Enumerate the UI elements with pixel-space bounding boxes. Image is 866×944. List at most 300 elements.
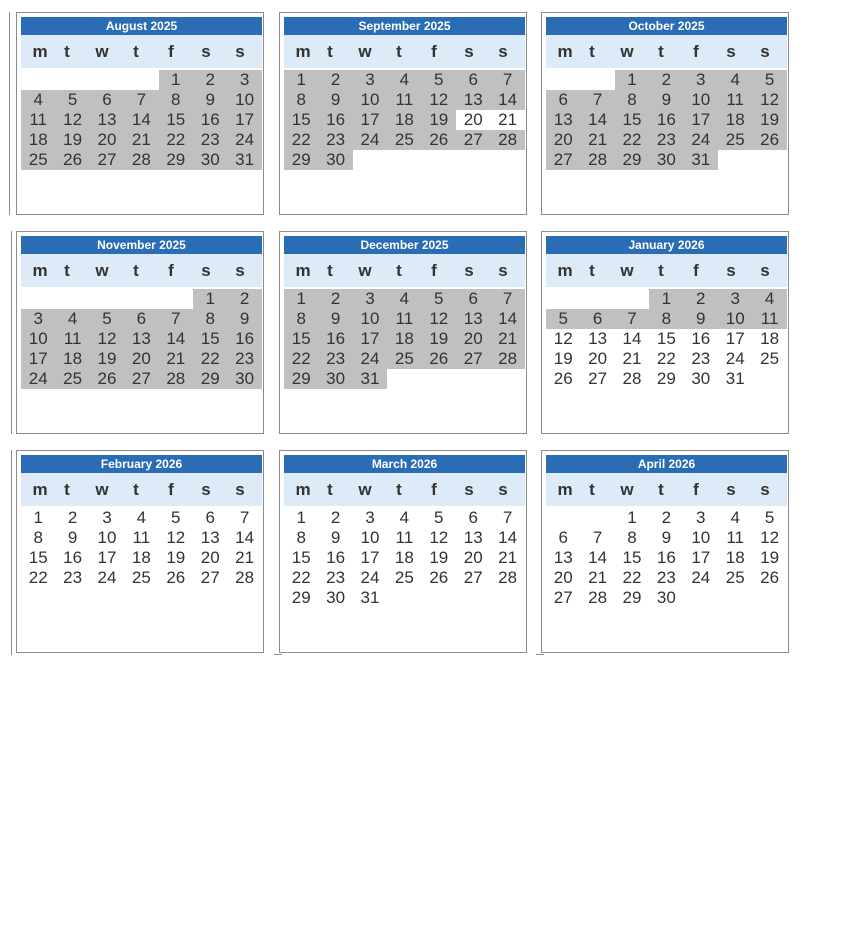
day-cell[interactable]: 19 [553,349,573,368]
day-cell[interactable]: 28 [580,150,614,170]
day-cell[interactable]: 19 [429,548,449,567]
day-cell[interactable]: 9 [649,90,683,110]
day-cell[interactable]: 30 [318,369,352,389]
day-cell[interactable]: 22 [284,349,318,369]
day-cell[interactable]: 29 [656,369,676,388]
day-cell[interactable]: 15 [284,110,318,130]
day-cell[interactable]: 7 [615,309,649,329]
day-cell[interactable]: 21 [124,130,158,150]
day-cell[interactable]: 14 [622,329,642,348]
day-cell[interactable]: 20 [124,349,158,369]
day-cell[interactable]: 6 [90,90,124,110]
day-cell[interactable]: 12 [55,110,89,130]
day-cell[interactable]: 13 [124,329,158,349]
day-cell[interactable]: 2 [649,70,683,90]
month-title: November 2025 [21,236,262,254]
day-cell[interactable]: 9 [684,309,718,329]
day-cell[interactable]: 11 [718,90,752,110]
day-cell[interactable]: 11 [55,329,89,349]
day-cell[interactable]: 5 [171,508,181,527]
day-cell[interactable]: 2 [227,289,261,309]
day-cell[interactable]: 24 [353,130,387,150]
day-cell[interactable]: 12 [553,329,573,348]
day-cell[interactable]: 1 [296,508,306,527]
day-cell[interactable]: 18 [21,130,55,150]
day-cell[interactable]: 17 [227,110,261,130]
day-cell[interactable]: 11 [395,528,414,547]
day-cell[interactable]: 21 [490,329,524,349]
day-cell[interactable]: 9 [227,309,261,329]
day-cell[interactable]: 7 [592,528,603,547]
day-cell[interactable]: 30 [227,369,261,389]
day-cell[interactable]: 26 [760,568,780,587]
month-title: April 2026 [546,455,787,473]
day-cell[interactable]: 26 [553,369,573,388]
day-cell[interactable]: 26 [422,130,456,150]
day-cell[interactable]: 27 [124,369,158,389]
day-cell[interactable]: 11 [387,90,421,110]
day-cell[interactable]: 27 [463,568,483,587]
day-cell[interactable]: 31 [684,150,718,170]
weekday-header: s [760,42,770,61]
day-cell[interactable]: 4 [387,70,421,90]
day-cell[interactable]: 29 [291,588,311,607]
day-cell[interactable]: 10 [97,528,117,547]
day-cell[interactable]: 16 [691,329,711,348]
day-cell[interactable]: 21 [588,568,608,587]
day-cell[interactable]: 13 [546,110,580,130]
day-cell[interactable]: 3 [684,70,718,90]
day-cell[interactable]: 9 [193,90,227,110]
day-cell[interactable]: 9 [318,90,352,110]
day-cell[interactable]: 25 [131,568,151,587]
day-cell[interactable]: 4 [387,289,421,309]
day-cell[interactable]: 18 [725,548,745,567]
day-cell[interactable]: 20 [463,548,483,567]
day-cell[interactable]: 5 [764,508,775,527]
weekday-header: t [396,480,402,499]
day-cell[interactable]: 13 [456,309,490,329]
day-cell[interactable]: 8 [33,528,43,547]
day-cell[interactable]: 18 [387,329,421,349]
day-cell[interactable]: 23 [326,568,346,587]
day-cell[interactable]: 8 [284,309,318,329]
day-cell[interactable]: 22 [622,568,642,587]
day-cell[interactable]: 17 [725,329,745,348]
day-cell[interactable]: 25 [55,369,89,389]
day-cell[interactable]: 30 [326,588,346,607]
day-cell[interactable]: 1 [649,289,683,309]
day-cell[interactable]: 19 [55,130,89,150]
day-cell[interactable]: 19 [752,110,786,130]
day-cell[interactable]: 24 [97,568,117,587]
day-cell[interactable]: 6 [580,309,614,329]
day-cell[interactable]: 10 [227,90,261,110]
day-cell[interactable]: 26 [55,150,89,170]
day-cell[interactable]: 18 [131,548,151,567]
day-cell[interactable]: 24 [21,369,55,389]
day-cell[interactable]: 28 [124,150,158,170]
day-cell[interactable]: 27 [588,369,608,388]
day-cell[interactable]: 15 [159,110,193,130]
day-cell[interactable]: 29 [193,369,227,389]
day-cell[interactable]: 27 [200,568,220,587]
day-cell[interactable]: 14 [124,110,158,130]
day-cell[interactable]: 11 [752,309,786,329]
day-cell[interactable]: 30 [193,150,227,170]
weekday-header: s [726,480,736,499]
day-cell[interactable]: 11 [726,528,745,547]
day-cell[interactable]: 1 [33,508,43,527]
day-cell[interactable]: 3 [21,309,55,329]
day-cell[interactable]: 2 [67,508,78,527]
day-cell[interactable]: 17 [360,548,380,567]
day-cell[interactable]: 30 [318,150,352,170]
weekday-header: s [760,261,770,280]
day-cell[interactable]: 22 [159,130,193,150]
day-cell[interactable]: 23 [318,349,352,369]
day-cell[interactable]: 9 [330,528,341,547]
day-cell[interactable]: 21 [498,548,518,567]
day-cell[interactable]: 22 [615,130,649,150]
day-cell[interactable]: 25 [718,130,752,150]
month-title: September 2025 [284,17,525,35]
day-cell[interactable]: 8 [193,309,227,329]
day-cell[interactable]: 16 [656,548,676,567]
weekday-header: s [464,261,474,280]
day-cell[interactable]: 4 [136,508,147,527]
day-cell[interactable]: 14 [490,309,524,329]
day-cell[interactable]: 14 [588,548,608,567]
day-cell[interactable]: 31 [725,369,745,388]
day-cell[interactable]: 21 [235,548,255,567]
day-cell[interactable]: 21 [498,110,518,129]
day-cell[interactable]: 2 [661,508,672,527]
day-cell[interactable]: 10 [718,309,752,329]
day-cell[interactable]: 17 [684,110,718,130]
day-cell[interactable]: 23 [193,130,227,150]
day-cell[interactable]: 10 [21,329,55,349]
day-cell[interactable]: 8 [284,90,318,110]
day-cell[interactable]: 5 [422,289,456,309]
day-cell[interactable]: 26 [90,369,124,389]
day-cell[interactable]: 30 [691,369,711,388]
day-cell[interactable]: 15 [622,548,642,567]
day-cell[interactable]: 3 [353,70,387,90]
day-cell[interactable]: 16 [227,329,261,349]
day-cell[interactable]: 2 [330,508,341,527]
day-cell[interactable]: 28 [490,130,524,150]
day-cell[interactable]: 6 [456,70,490,90]
day-cell[interactable]: 7 [239,508,250,527]
day-cell[interactable]: 13 [200,528,220,547]
day-cell[interactable]: 1 [193,289,227,309]
day-cell[interactable]: 25 [387,130,421,150]
day-cell[interactable]: 14 [159,329,193,349]
day-cell[interactable]: 10 [353,90,387,110]
day-cell[interactable]: 14 [235,528,255,547]
weekday-header: w [620,42,634,61]
day-cell[interactable]: 7 [502,508,513,527]
day-cell[interactable]: 15 [615,110,649,130]
day-cell[interactable]: 16 [318,110,352,130]
day-cell[interactable]: 28 [490,349,524,369]
day-cell[interactable]: 29 [622,588,642,607]
day-cell[interactable]: 13 [456,90,490,110]
day-cell[interactable]: 10 [360,528,380,547]
weekday-header: s [235,480,245,499]
day-cell[interactable]: 23 [227,349,261,369]
day-cell[interactable]: 28 [159,369,193,389]
weekday-header: t [64,261,70,280]
day-cell[interactable]: 10 [353,309,387,329]
day-cell[interactable]: 12 [752,90,786,110]
day-cell[interactable]: 2 [684,289,718,309]
day-cell[interactable]: 23 [691,349,711,368]
day-cell[interactable]: 22 [28,568,48,587]
day-cell[interactable]: 16 [193,110,227,130]
day-cell[interactable]: 25 [760,349,780,368]
day-cell[interactable]: 8 [649,309,683,329]
day-cell[interactable]: 7 [490,289,524,309]
day-cell[interactable]: 5 [434,508,444,527]
day-cell[interactable]: 11 [132,528,151,547]
day-cell[interactable]: 6 [468,508,478,527]
day-cell[interactable]: 29 [284,369,318,389]
day-cell[interactable]: 26 [166,568,186,587]
day-cell[interactable]: 3 [718,289,752,309]
day-cell[interactable]: 12 [422,309,456,329]
day-cell[interactable]: 1 [615,70,649,90]
day-cell[interactable]: 3 [227,70,261,90]
day-cell[interactable]: 1 [284,70,318,90]
day-cell[interactable]: 23 [63,568,83,587]
day-cell[interactable]: 23 [649,130,683,150]
day-cell[interactable]: 20 [588,349,608,368]
day-cell[interactable]: 6 [546,90,580,110]
day-cell[interactable]: 18 [760,329,780,348]
day-cell[interactable]: 31 [227,150,261,170]
day-cell[interactable]: 19 [422,329,456,349]
day-cell[interactable]: 1 [627,508,637,527]
month-title: December 2025 [284,236,525,254]
day-cell[interactable]: 8 [296,528,306,547]
weekday-header: t [64,480,70,499]
day-cell[interactable]: 3 [353,289,387,309]
day-cell[interactable]: 18 [394,548,414,567]
day-cell[interactable]: 3 [365,508,375,527]
day-cell[interactable]: 17 [97,548,117,567]
day-cell[interactable]: 24 [691,568,711,587]
day-cell[interactable]: 12 [166,528,186,547]
day-cell[interactable]: 20 [553,568,573,587]
weekday-header: t [658,261,664,280]
month-calendar-april-2026 [541,450,789,653]
day-cell[interactable]: 5 [55,90,89,110]
day-cell[interactable]: 19 [422,110,456,130]
day-cell[interactable]: 4 [730,508,740,527]
day-cell[interactable]: 20 [90,130,124,150]
day-cell[interactable]: 9 [67,528,78,547]
day-cell[interactable]: 5 [422,70,456,90]
day-cell[interactable]: 8 [627,528,637,547]
day-cell[interactable]: 8 [159,90,193,110]
day-cell[interactable]: 13 [588,329,608,348]
day-cell[interactable]: 29 [615,150,649,170]
weekday-header: m [557,480,573,499]
day-cell[interactable]: 24 [725,349,745,368]
day-cell[interactable]: 11 [387,309,421,329]
day-cell[interactable]: 6 [456,289,490,309]
day-cell[interactable]: 20 [456,329,490,349]
day-cell[interactable]: 15 [291,548,311,567]
day-cell[interactable]: 17 [21,349,55,369]
day-cell[interactable]: 21 [580,130,614,150]
day-cell[interactable]: 15 [284,329,318,349]
day-cell[interactable]: 17 [353,329,387,349]
day-cell[interactable]: 12 [429,528,449,547]
day-cell[interactable]: 1 [284,289,318,309]
weekday-header: f [693,480,699,499]
day-cell[interactable]: 15 [28,548,48,567]
day-cell[interactable]: 12 [90,329,124,349]
day-cell[interactable]: 24 [227,130,261,150]
weekday-header: t [64,42,70,61]
frame-divider [274,654,282,655]
day-cell[interactable]: 16 [318,329,352,349]
day-cell[interactable]: 5 [752,70,786,90]
day-cell[interactable]: 29 [159,150,193,170]
day-cell[interactable]: 27 [456,349,490,369]
day-cell[interactable]: 12 [760,528,780,547]
day-cell[interactable]: 15 [656,329,676,348]
day-cell[interactable]: 7 [124,90,158,110]
day-cell[interactable]: 30 [656,588,676,607]
day-cell[interactable]: 24 [353,349,387,369]
day-cell[interactable]: 9 [318,309,352,329]
day-cell[interactable]: 6 [124,309,158,329]
day-cell[interactable]: 18 [387,110,421,130]
day-cell[interactable]: 1 [159,70,193,90]
day-cell[interactable]: 15 [193,329,227,349]
day-cell[interactable]: 12 [422,90,456,110]
day-cell[interactable]: 21 [622,349,642,368]
day-cell[interactable]: 4 [399,508,410,527]
weekday-header: w [358,261,372,280]
day-cell[interactable]: 14 [490,90,524,110]
day-cell[interactable]: 27 [546,150,580,170]
weekday-header-row [21,35,262,68]
day-cell[interactable]: 28 [588,588,608,607]
day-cell[interactable]: 20 [200,548,220,567]
day-cell[interactable]: 19 [90,349,124,369]
day-cell[interactable]: 31 [360,588,380,607]
day-cell[interactable]: 4 [55,309,89,329]
day-cell[interactable]: 27 [90,150,124,170]
weekday-header-row [546,254,787,287]
day-cell[interactable]: 21 [159,349,193,369]
day-cell[interactable]: 22 [291,568,311,587]
day-cell[interactable]: 8 [615,90,649,110]
month-calendar-december-2025 [279,231,527,434]
day-cell[interactable]: 23 [318,130,352,150]
day-cell[interactable]: 20 [546,130,580,150]
day-cell[interactable]: 26 [422,349,456,369]
day-cell[interactable]: 25 [21,150,55,170]
day-cell[interactable]: 9 [661,528,672,547]
day-cell[interactable]: 4 [718,70,752,90]
month-title: February 2026 [21,455,262,473]
day-cell[interactable]: 28 [235,568,255,587]
day-cell[interactable]: 26 [752,130,786,150]
day-cell[interactable]: 7 [580,90,614,110]
day-cell[interactable]: 24 [360,568,380,587]
day-cell[interactable]: 2 [318,70,352,90]
day-cell[interactable]: 24 [684,130,718,150]
day-cell[interactable]: 7 [159,309,193,329]
day-cell[interactable]: 22 [656,349,676,368]
day-cell[interactable]: 31 [353,369,387,389]
day-cell[interactable]: 10 [684,90,718,110]
day-cell[interactable]: 3 [696,508,706,527]
day-cell[interactable]: 4 [752,289,786,309]
day-cell[interactable]: 23 [656,568,676,587]
day-cell[interactable]: 4 [21,90,55,110]
day-cell[interactable]: 25 [387,349,421,369]
day-cell[interactable]: 18 [55,349,89,369]
weekday-header: f [431,42,437,61]
day-cell[interactable]: 13 [463,528,483,547]
day-cell[interactable]: 6 [205,508,215,527]
day-cell[interactable]: 5 [546,309,580,329]
day-cell[interactable]: 7 [490,70,524,90]
day-cell[interactable]: 17 [353,110,387,130]
day-cell[interactable]: 27 [456,130,490,150]
day-cell[interactable]: 14 [498,528,518,547]
day-cell[interactable]: 26 [429,568,449,587]
weekday-header-row [284,473,525,506]
day-cell[interactable]: 30 [649,150,683,170]
day-cell[interactable]: 16 [649,110,683,130]
day-cell[interactable]: 16 [326,548,346,567]
day-cell[interactable]: 13 [90,110,124,130]
day-cell[interactable]: 20 [463,110,483,129]
day-cell[interactable]: 28 [622,369,642,388]
day-cell[interactable]: 19 [166,548,186,567]
day-cell[interactable]: 14 [580,110,614,130]
day-cell[interactable]: 27 [553,588,573,607]
day-cell[interactable]: 6 [558,528,568,547]
day-cell[interactable]: 22 [284,130,318,150]
day-cell[interactable]: 13 [553,548,573,567]
day-cell[interactable]: 19 [760,548,780,567]
day-cell[interactable]: 22 [193,349,227,369]
day-cell[interactable]: 17 [691,548,711,567]
day-cell[interactable]: 16 [63,548,83,567]
day-cell[interactable]: 29 [284,150,318,170]
day-cell[interactable]: 25 [725,568,745,587]
day-cell[interactable]: 18 [718,110,752,130]
day-cell[interactable]: 25 [394,568,414,587]
day-cell[interactable]: 28 [498,568,518,587]
day-cell[interactable]: 3 [102,508,112,527]
month-title: March 2026 [284,455,525,473]
day-cell[interactable]: 11 [21,110,55,130]
day-cell[interactable]: 5 [90,309,124,329]
day-cell[interactable]: 2 [193,70,227,90]
day-cell[interactable]: 10 [691,528,711,547]
day-cell[interactable]: 2 [318,289,352,309]
